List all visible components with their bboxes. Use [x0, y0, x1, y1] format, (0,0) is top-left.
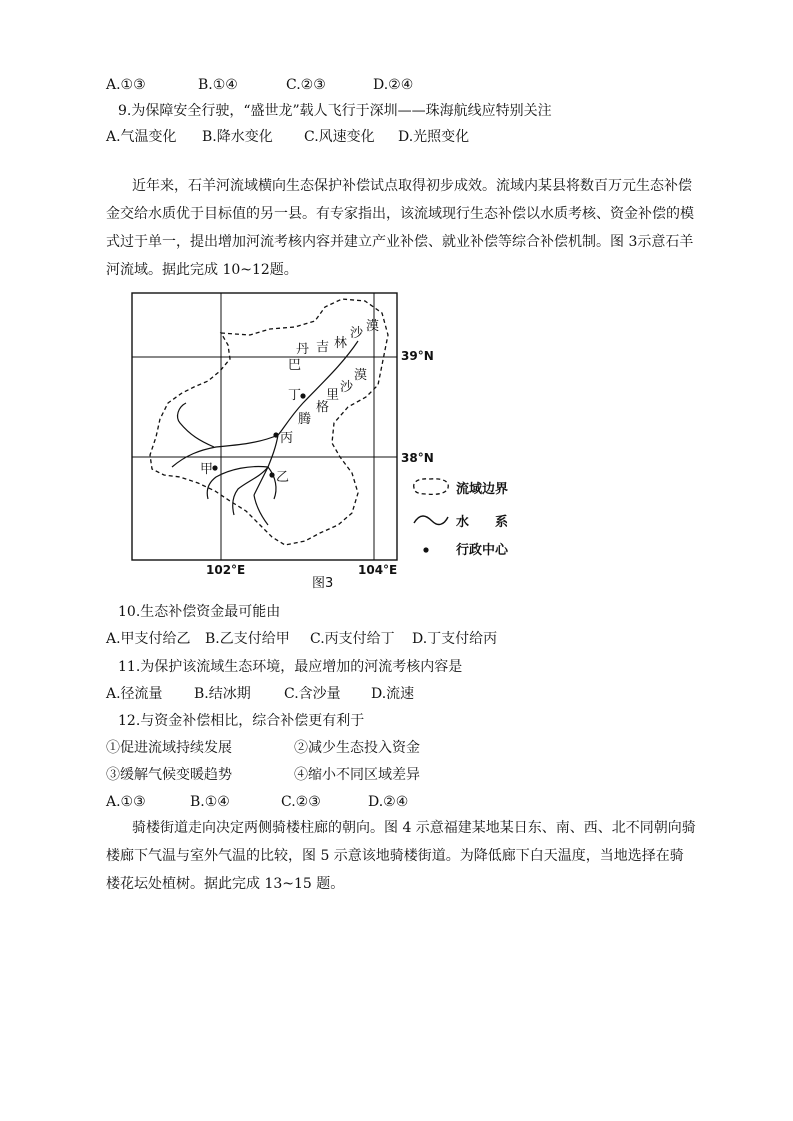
label-mo-1: 漠 — [366, 319, 380, 334]
q12-stem: 12.与资金补偿相比，综合补偿更有利于 — [118, 713, 365, 729]
q10-option-c: C.丙支付给丁 — [310, 631, 395, 647]
q11-option-d: D.流速 — [371, 686, 415, 702]
label-dan: 丹 — [296, 342, 310, 357]
river-west-2 — [178, 403, 214, 447]
lat-label-38: 38°N — [401, 451, 434, 465]
q8-option-c: C.②③ — [286, 77, 326, 93]
q12-option-b: B.①④ — [190, 794, 230, 810]
river-west-1 — [172, 435, 278, 467]
q9-option-a: A.气温变化 — [106, 129, 177, 145]
q8-option-d: D.②④ — [373, 77, 414, 93]
admin-center-bing — [273, 432, 278, 437]
lon-label-104: 104°E — [358, 563, 398, 577]
passage-arcade-street: 骑楼街道走向决定两侧骑楼柱廊的朝向。图 4 示意福建某地某日东、南、西、北不同朝向骑楼廊下气温与室外气温的比较，图 5 示意该地骑楼街道。为降低廊下白天温度，当地选择在骑楼花坛处植树。据此完成 13~15 题。 — [106, 820, 696, 892]
river-system — [172, 341, 358, 525]
river-trunk-south — [254, 435, 278, 495]
river-mid-branch — [233, 467, 268, 515]
q10-option-a: A.甲支付给乙 — [106, 631, 191, 647]
label-ding: 丁 — [288, 388, 302, 403]
q9-option-c: C.风速变化 — [304, 129, 375, 145]
lat-label-39: 39°N — [401, 349, 434, 363]
label-sha-2: 沙 — [340, 380, 354, 395]
q12-item-2: ②减少生态投入资金 — [294, 740, 420, 756]
label-teng: 腾 — [298, 412, 312, 427]
legend-river-symbol — [414, 516, 448, 524]
legend-admin-label: 行政中心 — [456, 543, 509, 558]
q12-option-c: C.②③ — [281, 794, 321, 810]
legend-boundary-symbol — [414, 479, 449, 495]
admin-center-yi — [269, 472, 274, 477]
q12-option-d: D.②④ — [368, 794, 409, 810]
river-east-branch — [268, 467, 276, 499]
q10-stem: 10.生态补偿资金最可能由 — [118, 604, 281, 620]
q9-option-d: D.光照变化 — [398, 129, 470, 145]
q10-option-b: B.乙支付给甲 — [205, 631, 290, 647]
figure-3-map — [120, 285, 540, 590]
label-jia: 甲 — [200, 462, 214, 477]
q11-stem: 11.为保护该流域生态环境，最应增加的河流考核内容是 — [118, 659, 463, 675]
q9-stem: 9.为保障安全行驶，“盛世龙”载人飞行于深圳——珠海航线应特别关注 — [118, 103, 552, 119]
label-bing: 丙 — [280, 431, 294, 446]
q11-option-b: B.结冰期 — [194, 686, 251, 702]
q11-option-a: A.径流量 — [106, 686, 163, 702]
label-lin: 林 — [334, 336, 348, 351]
passage-shiyang-river: 近年来，石羊河流域横向生态保护补偿试点取得初步成效。流域内某县将数百万元生态补偿金交给水质优于目标值的另一县。有专家指出，该流域现行生态补偿以水质考核、资金补偿的模式过于单一，提出增加河流考核内容并建立产业补偿、就业补偿等综合补偿机制。图 3示意石羊河流域。据此完成 10~12题。 — [106, 178, 694, 278]
legend-boundary-label: 流域边界 — [456, 482, 509, 497]
lon-label-102: 102°E — [206, 563, 246, 577]
q9-option-b: B.降水变化 — [202, 129, 273, 145]
label-mo-2: 漠 — [354, 368, 368, 383]
q12-item-3: ③缓解气候变暖趋势 — [106, 767, 232, 783]
q12-item-4: ④缩小不同区域差异 — [294, 767, 420, 783]
label-li: 里 — [326, 388, 340, 403]
q11-option-c: C.含沙量 — [284, 686, 341, 702]
figure-caption: 图3 — [312, 576, 334, 590]
label-ge: 格 — [316, 400, 330, 415]
admin-center-jia — [212, 465, 217, 470]
label-ba: 巴 — [288, 358, 302, 373]
label-yi: 乙 — [276, 470, 290, 485]
q12-option-a: A.①③ — [106, 794, 146, 810]
admin-center-ding — [300, 393, 305, 398]
map-legend — [414, 479, 509, 558]
label-sha-1: 沙 — [350, 326, 364, 341]
q12-item-1: ①促进流域持续发展 — [106, 740, 232, 756]
legend-admin-symbol — [423, 547, 428, 552]
q8-option-b: B.①④ — [198, 77, 238, 93]
q8-option-a: A.①③ — [106, 77, 146, 93]
legend-river-label: 水 系 — [456, 515, 509, 530]
q10-option-d: D.丁支付给丙 — [412, 631, 498, 647]
label-ji: 吉 — [316, 340, 330, 355]
river-jia-branch — [207, 466, 268, 499]
